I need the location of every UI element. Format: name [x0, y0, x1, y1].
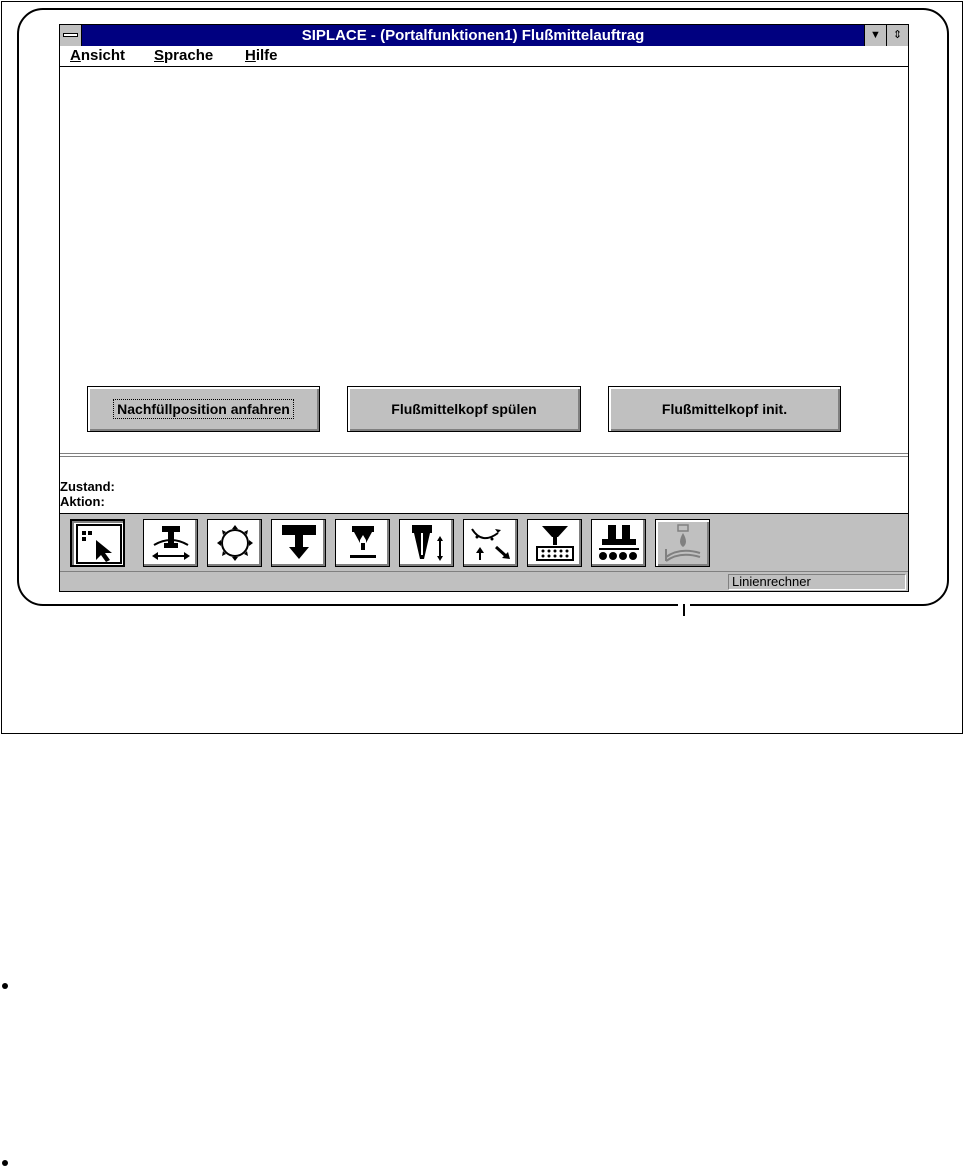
- tool-select-pointer[interactable]: [70, 519, 125, 567]
- flux-dispense-icon: [660, 523, 706, 563]
- tool-portal-axis[interactable]: [143, 519, 198, 567]
- dispense-head-icon: [532, 523, 578, 563]
- pipette-up-icon: [340, 523, 386, 563]
- tool-rotate-pick[interactable]: [463, 519, 518, 567]
- up-down-arrows-icon: ⇕: [892, 29, 903, 41]
- tool-revolver-head[interactable]: [207, 519, 262, 567]
- init-flux-head-button[interactable]: Flußmittelkopf init.: [608, 386, 841, 432]
- host-status: Linienrechner: [728, 574, 906, 590]
- restore-button[interactable]: [886, 25, 908, 46]
- portal-axis-move-icon: [148, 523, 194, 563]
- action-label: Aktion:: [60, 494, 105, 509]
- conveyor-board-icon: [596, 523, 642, 563]
- window-title: SIPLACE - (Portalfunktionen1) Flußmittelauftrag: [301, 27, 645, 44]
- tool-conveyor-board[interactable]: [591, 519, 646, 567]
- tool-placement-head[interactable]: [271, 519, 326, 567]
- app-window: [59, 24, 909, 592]
- triangle-down-icon: ▼: [870, 29, 881, 41]
- select-pointer-icon: [76, 524, 122, 564]
- tool-dispense-head[interactable]: [527, 519, 582, 567]
- content-divider: [60, 453, 908, 457]
- menu-ansicht[interactable]: Ansicht: [70, 47, 126, 64]
- bullet-point: [2, 1160, 8, 1166]
- placement-head-down-icon: [276, 523, 322, 563]
- bullet-point: [2, 983, 8, 989]
- tool-nozzle-z[interactable]: [399, 519, 454, 567]
- menu-bar: [60, 46, 908, 67]
- tool-flux-dispense[interactable]: [655, 519, 710, 567]
- minimize-button[interactable]: [864, 25, 886, 46]
- menu-hilfe[interactable]: Hilfe: [245, 47, 278, 64]
- title-bar: [60, 25, 908, 46]
- rotate-pick-icon: [468, 523, 514, 563]
- status-bar: [60, 571, 908, 591]
- refill-position-label: Nachfüllposition anfahren: [113, 399, 294, 419]
- callout-tick: [683, 604, 685, 616]
- tool-pipette-up[interactable]: [335, 519, 390, 567]
- system-menu-icon: [63, 33, 78, 37]
- revolver-head-icon: [212, 523, 258, 563]
- system-menu-button[interactable]: [60, 25, 82, 46]
- refill-position-button[interactable]: [87, 386, 320, 432]
- nozzle-z-axis-icon: [404, 523, 450, 563]
- function-toolbar: [60, 513, 908, 571]
- rinse-flux-head-button[interactable]: Flußmittelkopf spülen: [347, 386, 581, 432]
- state-label: Zustand:: [60, 479, 115, 494]
- menu-sprache[interactable]: Sprache: [154, 47, 214, 64]
